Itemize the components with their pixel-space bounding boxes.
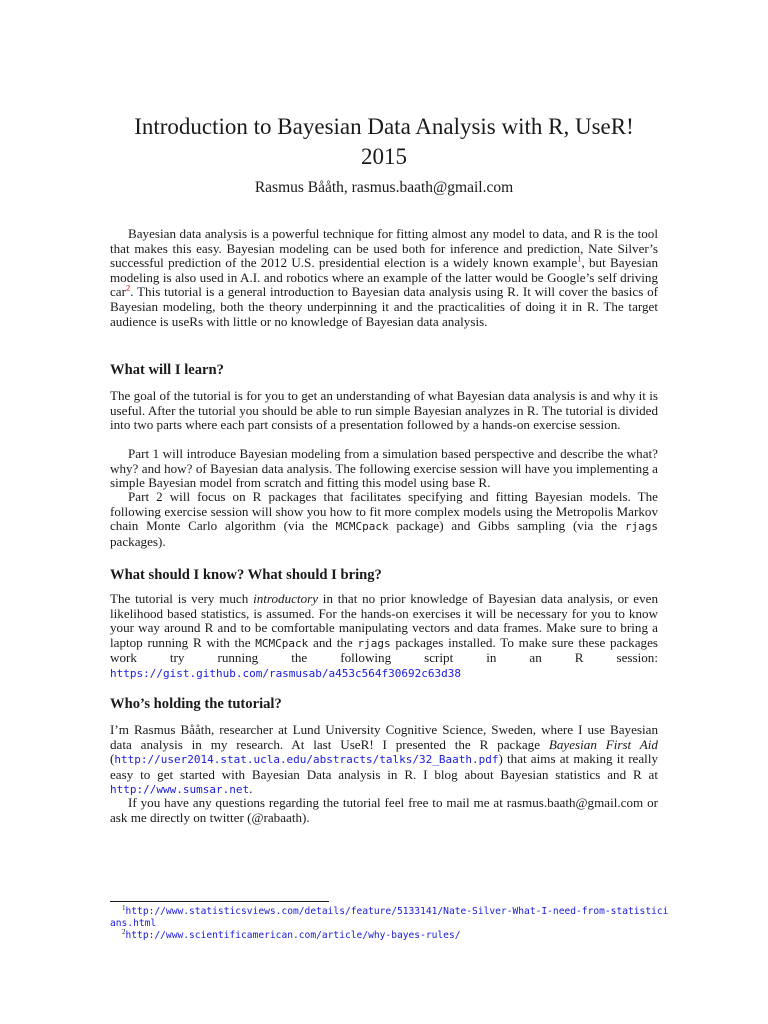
footnote-2 — [110, 927, 670, 942]
footnote-ref-2[interactable]: 2 — [125, 283, 131, 294]
who-text-b: ( — [110, 751, 115, 767]
who-emphasis: Bayesian First Aid — [548, 736, 658, 752]
section-heading-know: What should I know? What should I bring? — [110, 567, 382, 583]
learn-paragraph-2: Part 1 will introduce Bayesian modeling from a simulation based perspective and describe the what? why? and how? of Bayesian data analysis. The following exercise session will have you implementing a simple Bayesian model from scratch and fitting this model using base R. — [110, 446, 658, 491]
footnote-number-1: 1 — [122, 903, 126, 912]
footnote-link-1[interactable]: http://www.statisticsviews.com/details/feature/5133141/Nate-Silver-What-I-need-from-statisticians.html — [110, 906, 669, 929]
code-mcmcpack-2: MCMCpack — [255, 636, 309, 650]
abstract-paragraph — [110, 227, 658, 329]
know-emphasis: introductory — [253, 591, 319, 606]
who-paragraph-1 — [110, 723, 658, 798]
footnote-number-2: 2 — [122, 927, 126, 936]
learn-p3-text-a: Part 2 will focus on R packages that facilitates specifying and fitting Bayesian models. The following exercise session will show you how to fit more complex models using the Metropolis Markov chain Monte Carlo algorithm (via the — [110, 489, 658, 534]
abstract-text-1: Bayesian data analysis is a powerful technique for fitting almost any model to data, and R is the tool that makes this easy. Bayesian modeling can be used both for inference and prediction, Nate Silver’s successful prediction of the 2012 U.S. presidential election is a widely known example — [110, 226, 658, 271]
author-line: Rasmus Bååth, rasmus.baath@gmail.com — [254, 179, 514, 196]
footnote-ref-1[interactable]: 1 — [577, 253, 582, 264]
section-heading-who: Who’s holding the tutorial? — [110, 696, 282, 712]
who-text-c: ) that aims at making it really easy to get started with Bayesian Data analysis in R. I blog about Bayesian statistics and R at — [110, 751, 658, 782]
footnote-1 — [110, 903, 670, 930]
abstract-text-2: , but Bayesian modeling is also used in A.I. and robotics where an example of the latter would be Google’s self driving car — [110, 255, 658, 300]
learn-p3-text-c: packages). — [110, 533, 166, 549]
section-heading-learn: What will I learn? — [110, 362, 224, 378]
learn-p3-text-b: package) and Gibbs sampling (via the — [388, 518, 625, 534]
footnote-rule — [110, 901, 329, 902]
code-rjags-2: rjags — [357, 636, 391, 650]
gist-link[interactable]: https://gist.github.com/rasmusab/a453c564f30692c63d38 — [110, 666, 461, 680]
code-mcmcpack: MCMCpack — [335, 520, 389, 534]
know-text-c: and the — [308, 634, 358, 650]
who-text-a: I’m Rasmus Bååth, researcher at Lund University Cognitive Science, Sweden, where I use Bayesian data analysis in my research. At last UseR! I presented the R package — [110, 722, 658, 752]
know-text-d: packages installed. To make sure these packages work try running the following script in an R session: — [110, 634, 658, 666]
who-paragraph-2: If you have any questions regarding the tutorial feel free to mail me at rasmus.baath@gmail.com or ask me directly on twitter (@rabaath). — [110, 795, 658, 825]
know-paragraph — [110, 592, 658, 682]
learn-paragraph-1: The goal of the tutorial is for you to get an understanding of what Bayesian data analysis is and why it is useful. After the tutorial you should be able to run simple Bayesian analyzes in R. The tutorial is divided into two parts where each part consists of a presentation followed by a hands-on exercise session. — [110, 388, 658, 433]
who-text-d: . — [249, 781, 253, 797]
code-rjags: rjags — [624, 520, 658, 534]
page-title: Introduction to Bayesian Data Analysis with R, UseR! 2015 — [134, 114, 634, 169]
know-text-a: The tutorial is very much — [110, 591, 254, 606]
blog-link[interactable]: http://www.sumsar.net — [110, 783, 250, 797]
abstract-text-3: . This tutorial is a general introduction to Bayesian data analysis using R. It will cover the basics of Bayesian modeling, both the theory underpinning it and the practicalities of doing it in R. The target audience is useRs with little or no knowledge of Bayesian data analysis. — [110, 284, 658, 329]
know-text-b: in that no prior knowledge of Bayesian data analysis, or even likelihood based statistics, is assumed. For the hands-on exercises it will be necessary for you to know your way around R and to be comfortable manipulating vectors and data frames. Make sure to bring a laptop running R with the — [110, 591, 658, 650]
learn-paragraph-3 — [110, 490, 658, 549]
abstract-pdf-link[interactable]: http://user2014.stat.ucla.edu/abstracts/talks/32_Baath.pdf — [114, 753, 499, 767]
footnote-link-2[interactable]: http://www.scientificamerican.com/article/why-bayes-rules/ — [125, 930, 461, 941]
